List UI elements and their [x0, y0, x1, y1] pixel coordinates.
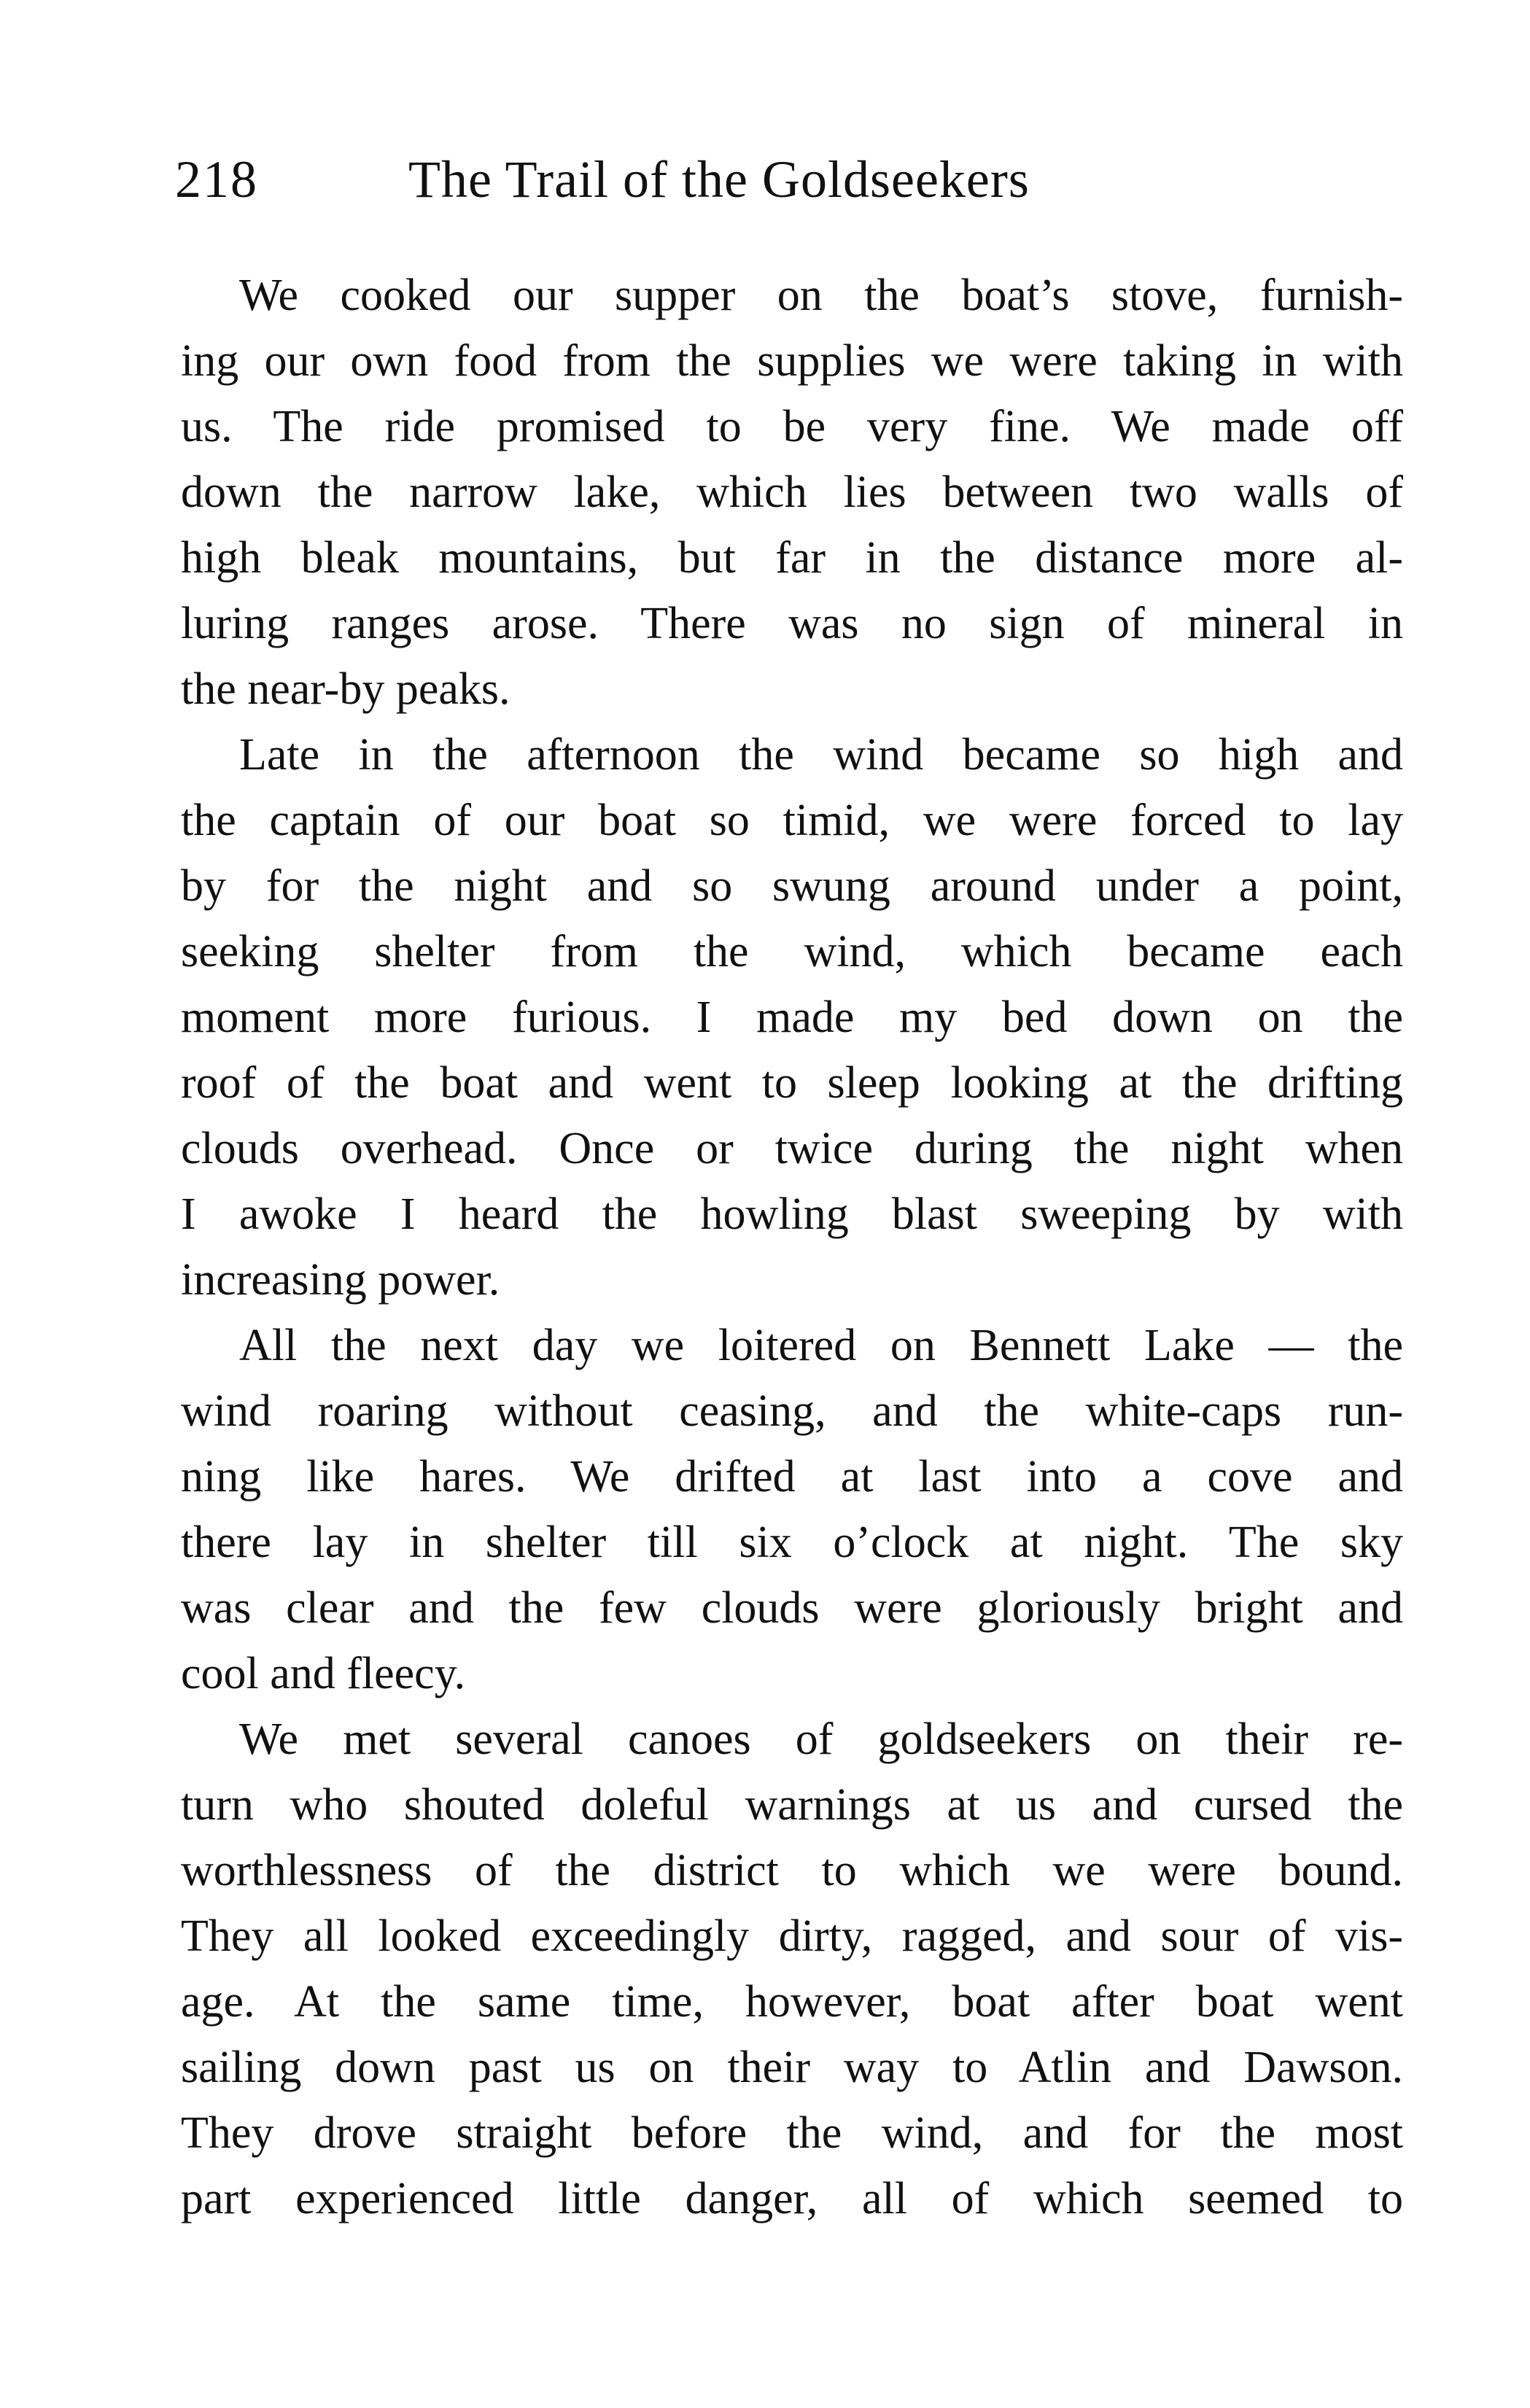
running-head [175, 143, 1400, 216]
text-line: wind roaring without ceasing, and the white-caps run- [181, 1386, 1403, 1436]
text-line: roof of the boat and went to sleep looking at the drifting [181, 1058, 1403, 1108]
text-line: the near-by peaks. [181, 664, 510, 714]
text-line: worthlessness of the district to which we were bound. [181, 1846, 1403, 1895]
text-line: We cooked our supper on the boat’s stove, furnish- [239, 271, 1403, 320]
running-title: The Trail of the Goldseekers [408, 150, 1030, 209]
text-line: there lay in shelter till six o’clock at night. The sky [181, 1518, 1403, 1567]
text-line: I awoke I heard the howling blast sweeping by with [181, 1189, 1403, 1239]
text-line: part experienced little danger, all of which seemed to [181, 2174, 1403, 2223]
text-line: sailing down past us on their way to Atlin and Dawson. [181, 2043, 1403, 2092]
text-line: increasing power. [181, 1255, 500, 1305]
text-line: down the narrow lake, which lies between two walls of [181, 467, 1403, 517]
text-line: They all looked exceedingly dirty, ragged, and sour of vis- [181, 1911, 1403, 1961]
text-line: age. At the same time, however, boat after boat went [181, 1977, 1403, 2027]
text-line: They drove straight before the wind, and for the most [181, 2108, 1403, 2158]
text-line: All the next day we loitered on Bennett Lake — the [239, 1321, 1403, 1370]
text-line: ning like hares. We drifted at last into a cove and [181, 1452, 1403, 1502]
text-line: luring ranges arose. There was no sign of mineral in [181, 599, 1403, 648]
text-line: by for the night and so swung around under a point, [181, 861, 1403, 911]
text-line: us. The ride promised to be very fine. We made off [181, 402, 1403, 451]
text-line: was clear and the few clouds were gloriously bright and [181, 1583, 1403, 1633]
text-line: clouds overhead. Once or twice during the night when [181, 1124, 1403, 1173]
body-text [181, 263, 1403, 2232]
text-line: We met several canoes of goldseekers on their re- [239, 1714, 1403, 1764]
text-line: moment more furious. I made my bed down on the [181, 993, 1403, 1042]
text-line: the captain of our boat so timid, we were forced to lay [181, 796, 1403, 845]
text-line: ing our own food from the supplies we were taking in with [181, 336, 1403, 386]
text-line: Late in the afternoon the wind became so high and [239, 730, 1403, 780]
page-number: 218 [175, 150, 258, 209]
text-line: cool and fleecy. [181, 1649, 466, 1698]
text-line: turn who shouted doleful warnings at us and cursed the [181, 1780, 1403, 1830]
text-line: high bleak mountains, but far in the distance more al- [181, 533, 1403, 583]
text-line: seeking shelter from the wind, which became each [181, 927, 1403, 976]
